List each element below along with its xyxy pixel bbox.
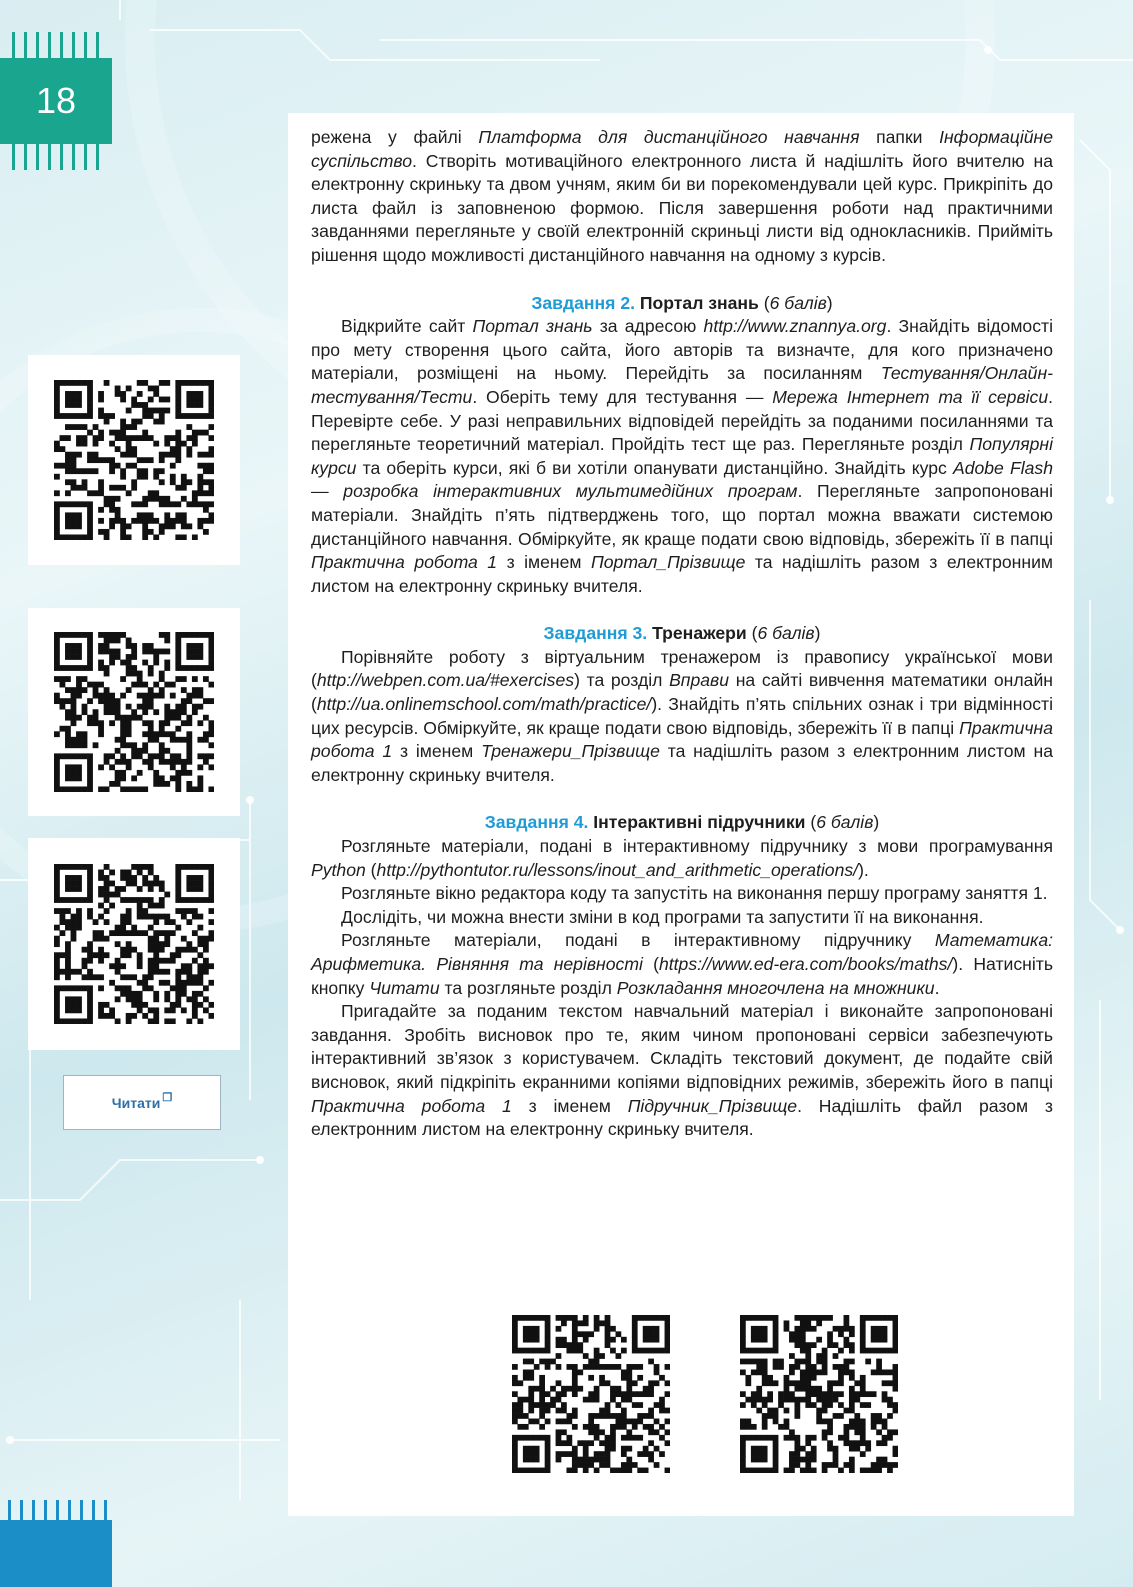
qr-code-icon bbox=[512, 1315, 670, 1473]
text-run: Практична робота 1 bbox=[311, 552, 498, 573]
qr-code-icon bbox=[740, 1315, 898, 1473]
text-run: http://webpen.com.ua/#exercises bbox=[316, 670, 575, 691]
text-run: та розгляньте розділ bbox=[439, 977, 617, 998]
text-run: . Оберіть тему для тестування — bbox=[472, 386, 773, 407]
text-run: Практична робота 1 bbox=[311, 717, 1053, 762]
text-run: ( bbox=[805, 812, 817, 833]
text-run: ) bbox=[873, 812, 880, 833]
task-4-paragraph-4 bbox=[311, 929, 1053, 1000]
text-run: та надішліть разом з електронним листом на електронну скриньку вчителя. bbox=[311, 552, 1053, 596]
text-run: за адресою bbox=[592, 316, 704, 337]
text-run: Читати bbox=[369, 977, 440, 998]
external-link-icon: ❐ bbox=[162, 1092, 173, 1104]
qr-code-icon bbox=[54, 380, 214, 540]
text-run: ) bbox=[814, 623, 821, 644]
text-run: Пригадайте за поданим текстом навчальний матеріал і виконайте запропоновані завдання. Зробіть висновок про те, яким чином пропоновані сервіси забезпечують інтерактивний зв’язок з користувачем. Складіть текстовий документ, де подайте свій висновок, який підкріпіть екранними копіями відповідних режимів, збережіть його в папці bbox=[311, 1001, 1053, 1092]
text-run: 6 балів bbox=[757, 623, 815, 644]
text-run: Вправи bbox=[669, 670, 730, 691]
task-4-paragraph-3 bbox=[311, 906, 1053, 930]
text-run: . Перевірте себе. У разі неправильних відповідей перейдіть за поданими посиланнями та перегляньте теоретичний матеріал. Пройдіть тест ще раз. Перегляньте розділ bbox=[311, 386, 1054, 455]
text-run: Adobe Flash — розробка інтерактивних мультимедійних програм bbox=[311, 457, 1053, 502]
text-run: . Надішліть файл разом з електронним листом на електронну скриньку вчителя. bbox=[311, 1095, 1053, 1140]
text-run: та оберіть курси, які б ви хотіли опанувати дистанційно. Знайдіть курс bbox=[356, 457, 953, 478]
task-3-body bbox=[311, 646, 1053, 788]
text-run: . Створіть мотиваційного електронного листа й надішліть його вчителю на електронну скриньку та двом учням, яким би ви порекомендували цей курс. Прикріпіть до листа файл із заповненою формою. Після завершення роботи над практичними завданнями перегляньте у своїй електронній скриньці листи від однокласників. Прийміть рішення щодо можливості дистанційного навчання на одному з курсів. bbox=[311, 150, 1053, 265]
text-content bbox=[311, 126, 1053, 1142]
text-run: Завдання 4. bbox=[484, 812, 589, 833]
text-run: Платформа для дистанційного навчання bbox=[478, 127, 860, 147]
text-run: ) та розділ bbox=[574, 670, 670, 691]
text-run: ) bbox=[826, 292, 833, 313]
text-run: Відкрийте сайт bbox=[341, 316, 473, 337]
text-run: 6 балів bbox=[769, 292, 827, 313]
text-run: 6 балів bbox=[816, 812, 874, 833]
text-run: http://pythontutor.ru/lessons/inout_and_arithmetic_operations/ bbox=[376, 859, 859, 880]
page-tab-pins-top bbox=[8, 32, 108, 58]
text-run: Завдання 2. bbox=[531, 292, 635, 313]
text-run: Портал знань bbox=[472, 316, 593, 337]
text-run: Інформаційне суспільство bbox=[311, 127, 1054, 171]
text-run: ). bbox=[858, 859, 869, 880]
qr-code-icon bbox=[54, 864, 214, 1024]
text-run: з іменем bbox=[497, 552, 591, 573]
text-run: Розгляньте матеріали, подані в інтерактивному підручнику з мови програмування bbox=[341, 836, 1053, 857]
text-run: Підручник_Прізвище bbox=[627, 1095, 798, 1116]
task-3-heading bbox=[311, 622, 1053, 646]
qr-code-5[interactable] bbox=[738, 1313, 900, 1475]
intro-paragraph bbox=[311, 126, 1053, 268]
text-run: ( bbox=[642, 954, 659, 974]
task-4-paragraph-1 bbox=[311, 835, 1053, 882]
corner-pins bbox=[4, 1500, 110, 1522]
text-run: Завдання 3. bbox=[543, 623, 648, 644]
text-run: Популярні курси bbox=[311, 434, 1053, 478]
text-run: ( bbox=[758, 292, 770, 313]
text-run: Інтерактивні підручники bbox=[593, 812, 806, 833]
text-run: . Перегляньте запропоновані матеріали. Знайдіть п’ять підтверджень того, що портал можна вважати системою дистанційного навчання. Обміркуйте, як краще подати свою відповідь, збережіть її в папці bbox=[311, 481, 1054, 549]
task-2-heading bbox=[311, 292, 1053, 316]
text-run: http://ua.onlinemschool.com/math/practice/ bbox=[316, 694, 652, 715]
text-run: режена у файлі bbox=[311, 127, 479, 147]
text-run: https://www.ed-era.com/books/maths/ bbox=[659, 954, 953, 974]
read-button-label: Читати bbox=[111, 1094, 161, 1111]
qr-code-2[interactable] bbox=[28, 608, 240, 816]
qr-code-1[interactable] bbox=[28, 355, 240, 565]
text-run: Тестування/Онлайн-тестування/Тести bbox=[311, 363, 1053, 407]
text-run: Розгляньте матеріали, подані в інтерактивному підручнику bbox=[341, 930, 935, 951]
content-panel bbox=[288, 113, 1074, 1516]
task-2-body bbox=[311, 315, 1053, 598]
text-run: Порівняйте роботу з віртуальним тренажером із правопису української мови ( bbox=[311, 646, 1053, 691]
page-number: 18 bbox=[35, 80, 77, 121]
text-run: Дослідіть, чи можна внести зміни в код програми та запустити її на виконання. bbox=[341, 906, 984, 927]
page-number-tab bbox=[0, 58, 112, 144]
read-button[interactable] bbox=[63, 1075, 221, 1130]
qr-code-icon bbox=[54, 632, 214, 792]
text-run: папки bbox=[859, 127, 940, 147]
text-run: ). Натисніть кнопку bbox=[311, 954, 1053, 998]
text-run: Розгляньте вікно редактора коду та запустіть на виконання першу програму заняття 1. bbox=[341, 883, 1048, 904]
text-run: Python bbox=[311, 859, 366, 880]
qr-code-4[interactable] bbox=[510, 1313, 672, 1475]
text-run: ). Знайдіть п’ять спільних ознак і три відмінності цих ресурсів. Обміркуйте, як краще подати свою відповідь, збережіть її в папці bbox=[311, 694, 1053, 738]
text-run: Тренажери_Прізвище bbox=[481, 741, 660, 762]
text-run: з іменем bbox=[392, 741, 482, 762]
text-run: з іменем bbox=[511, 1095, 628, 1116]
text-run: Математика: Арифметика. Рівняння та нерівності bbox=[311, 930, 1053, 974]
text-run: Тренажери bbox=[652, 623, 747, 644]
text-run: Портал_Прізвище bbox=[591, 552, 746, 573]
text-run: та надішліть разом з електронним листом на електронну скриньку вчителя. bbox=[311, 741, 1053, 785]
task-4-heading bbox=[311, 811, 1053, 835]
text-run: ( bbox=[365, 859, 377, 880]
page-tab-pins-bottom bbox=[8, 144, 108, 170]
corner-decoration bbox=[0, 1520, 112, 1587]
text-run: . Знайдіть відомості про мету створення цього сайта, його авторів та визначте, для кого призначено матеріали, розміщені на ньому. Перейдіть за посиланням bbox=[311, 316, 1053, 384]
text-run: Мережа Інтернет та її сервіси bbox=[772, 386, 1049, 407]
task-4-paragraph-5 bbox=[311, 1000, 1053, 1142]
text-run: . bbox=[934, 977, 940, 998]
text-run: http://www.znannya.org bbox=[703, 316, 887, 337]
text-run: на сайті вивчення математики онлайн ( bbox=[311, 670, 1053, 715]
text-run: Портал знань bbox=[639, 292, 759, 313]
text-run: ( bbox=[746, 623, 758, 644]
qr-code-3[interactable] bbox=[28, 838, 240, 1050]
text-run: Розкладання многочлена на множники bbox=[616, 977, 935, 998]
text-run: Практична робота 1 bbox=[311, 1095, 512, 1116]
task-4-paragraph-2 bbox=[311, 882, 1053, 906]
